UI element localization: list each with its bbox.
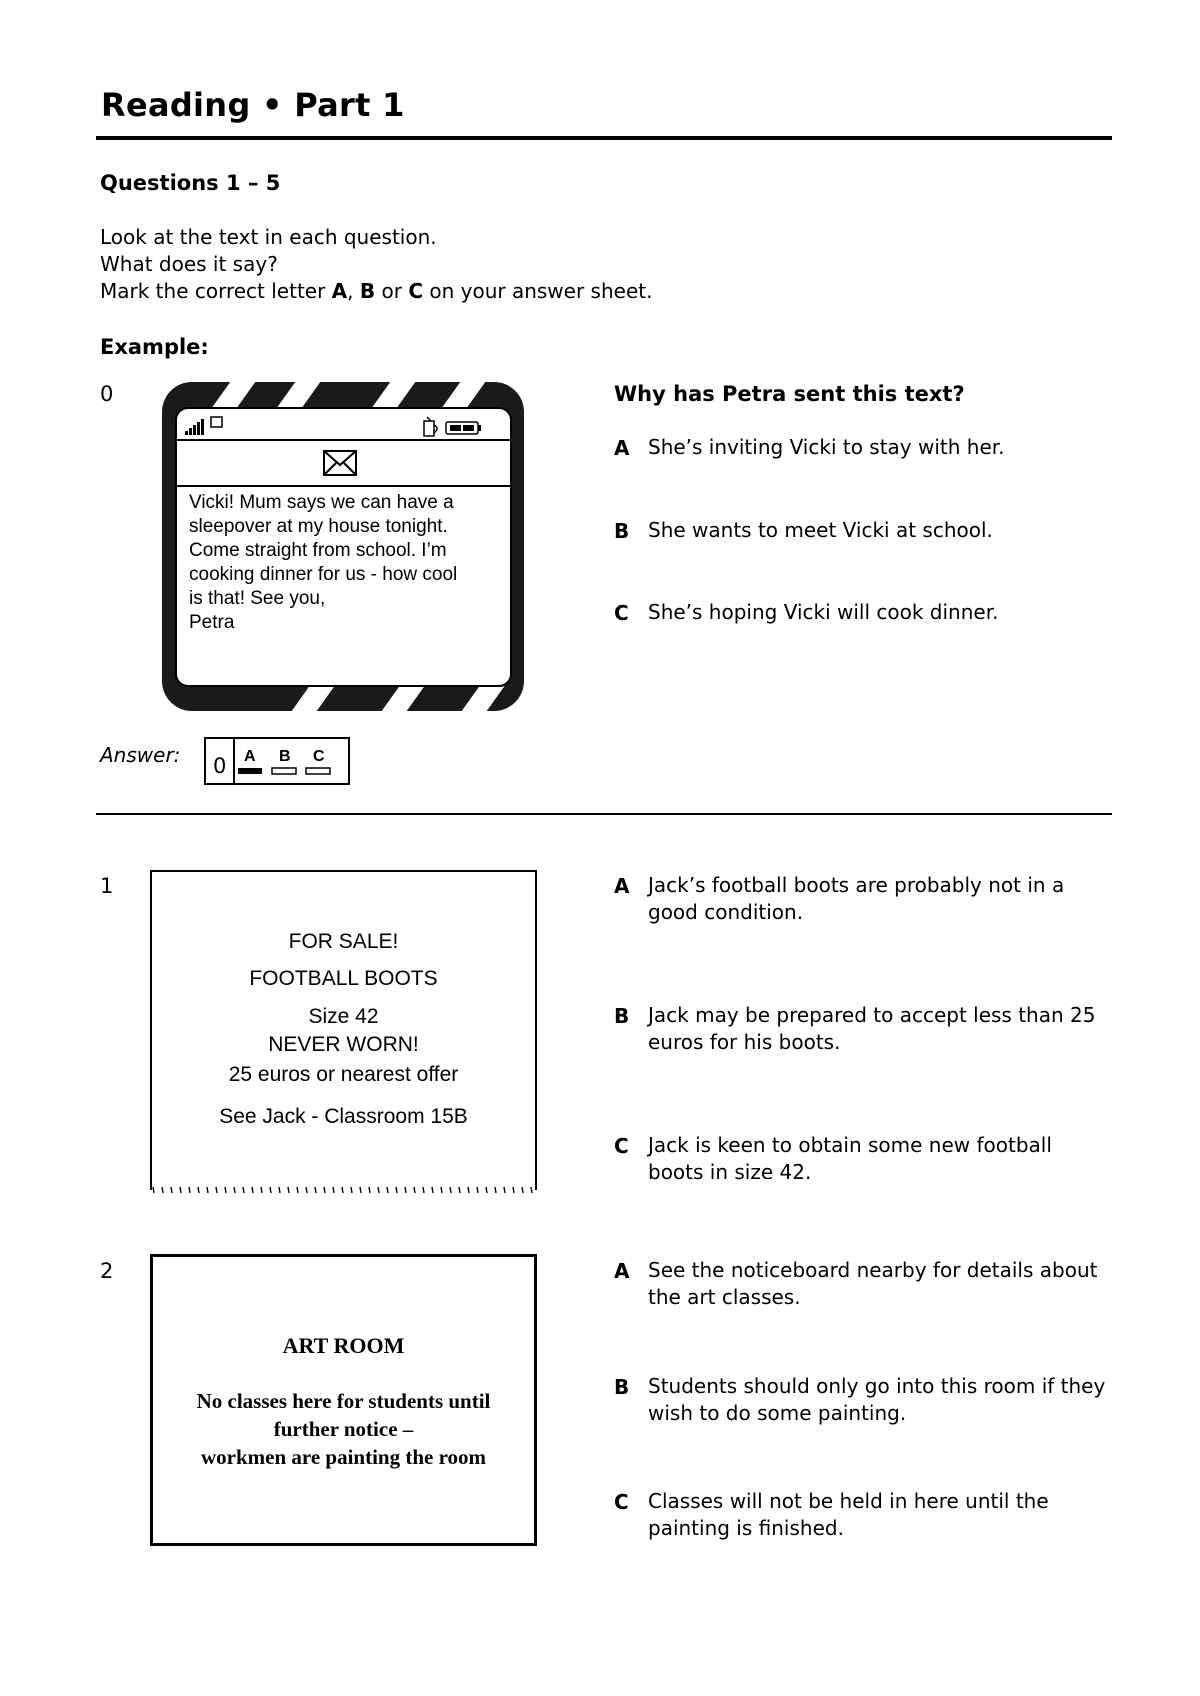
answer-label: Answer: [100, 743, 181, 767]
phone-illustration [161, 381, 525, 712]
notice-tear-edge [150, 1186, 537, 1194]
question-1-option-c-letter: C [614, 1134, 629, 1158]
tear-mark [180, 1187, 181, 1193]
tear-mark [162, 1187, 163, 1193]
question-1-option-c-text [648, 1132, 1052, 1186]
example-option-a-letter: A [614, 436, 630, 460]
option-line: painting is finished. [648, 1516, 844, 1540]
option-line: Jack may be prepared to accept less than 25 [648, 1003, 1096, 1027]
question-1-option-a-text [648, 872, 1064, 926]
answer-grid-number: 0 [213, 754, 227, 778]
tear-mark [261, 1187, 262, 1193]
tear-mark [468, 1187, 469, 1193]
notice-line: FOR SALE! [288, 930, 399, 953]
tear-mark [396, 1187, 397, 1193]
notice-line: Size 42 [308, 1005, 379, 1028]
option-line: Students should only go into this room if they [648, 1374, 1106, 1398]
tear-mark [387, 1187, 388, 1193]
answer-mark-filled [238, 768, 262, 774]
message-line: cooking dinner for us - how cool [189, 564, 458, 585]
tear-mark [252, 1187, 253, 1193]
question-2-option-b-letter: B [614, 1375, 630, 1399]
tear-mark [207, 1187, 208, 1193]
instruction-line-3 [100, 279, 652, 303]
tear-mark [216, 1187, 217, 1193]
question-2-option-a-text [648, 1257, 1097, 1311]
question-2-number: 2 [100, 1259, 114, 1283]
option-line: Classes will not be held in here until the [648, 1489, 1049, 1513]
tear-mark [270, 1187, 271, 1193]
notice-line: FOOTBALL BOOTS [249, 967, 438, 990]
option-line: good condition. [648, 900, 804, 924]
question-1-number: 1 [100, 874, 114, 898]
tear-mark [450, 1187, 451, 1193]
notice-line: further notice – [273, 1417, 414, 1441]
notice-line: See Jack - Classroom 15B [219, 1105, 468, 1128]
tear-mark [198, 1187, 199, 1193]
letter-c: C [408, 279, 423, 303]
page-title: Reading • Part 1 [101, 86, 405, 124]
question-1-notice [150, 870, 537, 1190]
option-line: euros for his boots. [648, 1030, 841, 1054]
question-2-option-c-text [648, 1488, 1049, 1542]
example-label: Example: [100, 335, 209, 359]
tear-mark [477, 1187, 478, 1193]
notice-body [153, 1387, 534, 1471]
option-line: boots in size 42. [648, 1160, 812, 1184]
tear-mark [324, 1187, 325, 1193]
tear-mark [306, 1187, 307, 1193]
notice-line: NEVER WORN! [268, 1033, 419, 1056]
tear-mark [315, 1187, 316, 1193]
instruction-or: or [375, 279, 409, 303]
example-option-c-letter: C [614, 601, 629, 625]
tear-mark [153, 1187, 154, 1193]
tear-mark [432, 1187, 433, 1193]
notice-line: workmen are painting the room [200, 1445, 487, 1469]
question-1-option-b-text [648, 1002, 1095, 1056]
tear-mark [414, 1187, 415, 1193]
tear-mark [441, 1187, 442, 1193]
tear-mark [405, 1187, 406, 1193]
tear-mark [351, 1187, 352, 1193]
question-1-option-a-letter: A [614, 874, 630, 898]
tear-mark [297, 1187, 298, 1193]
title-divider [96, 136, 1112, 140]
tear-mark [243, 1187, 244, 1193]
instruction-text: Mark the correct letter [100, 279, 332, 303]
tear-mark [513, 1187, 514, 1193]
tear-mark [495, 1187, 496, 1193]
question-2-notice [150, 1254, 537, 1546]
tear-mark [378, 1187, 379, 1193]
message-line: sleepover at my house tonight. [189, 516, 448, 537]
notice-title: ART ROOM [282, 1333, 405, 1358]
tear-mark [342, 1187, 343, 1193]
tear-mark [369, 1187, 370, 1193]
questions-range: Questions 1 – 5 [100, 171, 281, 195]
tear-mark [486, 1187, 487, 1193]
instruction-line-1: Look at the text in each question. [100, 225, 437, 249]
notice-line: 25 euros or nearest offer [228, 1063, 459, 1086]
tear-mark [171, 1187, 172, 1193]
letter-b: B [359, 279, 376, 303]
example-option-c-text: She’s hoping Vicki will cook dinner. [648, 600, 999, 624]
example-option-a-text: She’s inviting Vicki to stay with her. [648, 435, 1005, 459]
tear-mark [279, 1187, 280, 1193]
notice-line: No classes here for students until [196, 1389, 491, 1413]
option-line: wish to do some painting. [648, 1401, 907, 1425]
example-option-b-text: She wants to meet Vicki at school. [648, 518, 993, 542]
tear-mark [360, 1187, 361, 1193]
answer-grid-letter-a: A [244, 748, 256, 765]
message-line: Come straight from school. I’m [189, 540, 447, 561]
option-line: Jack’s football boots are probably not in a [648, 873, 1065, 897]
option-line: See the noticeboard nearby for details about [648, 1258, 1098, 1282]
answer-grid-letter-c: C [313, 748, 325, 765]
tear-mark [459, 1187, 460, 1193]
question-2-option-a-letter: A [614, 1259, 630, 1283]
tear-mark [504, 1187, 505, 1193]
message-line: is that! See you, [189, 588, 326, 609]
message-line: Vicki! Mum says we can have a [189, 492, 454, 513]
tear-mark [531, 1187, 532, 1193]
tear-mark [333, 1187, 334, 1193]
tear-mark [522, 1187, 523, 1193]
question-2-option-c-letter: C [614, 1490, 629, 1514]
question-1-option-b-letter: B [614, 1004, 630, 1028]
example-number: 0 [100, 382, 114, 406]
instruction-text-end: on your answer sheet. [423, 279, 653, 303]
tear-mark [225, 1187, 226, 1193]
question-2-option-b-text [648, 1373, 1105, 1427]
letter-a: A [331, 279, 348, 303]
answer-grid [204, 737, 350, 785]
tear-mark [423, 1187, 424, 1193]
option-line: Jack is keen to obtain some new football [648, 1133, 1052, 1157]
option-line: the art classes. [648, 1285, 801, 1309]
message-line: Petra [189, 612, 235, 633]
example-option-b-letter: B [614, 519, 630, 543]
answer-grid-letter-b: B [279, 748, 291, 765]
section-divider [96, 813, 1112, 815]
instruction-comma: , [347, 279, 360, 303]
tear-mark [189, 1187, 190, 1193]
instruction-line-2: What does it say? [100, 252, 278, 276]
tear-mark [288, 1187, 289, 1193]
example-question: Why has Petra sent this text? [614, 382, 965, 406]
tear-mark [234, 1187, 235, 1193]
